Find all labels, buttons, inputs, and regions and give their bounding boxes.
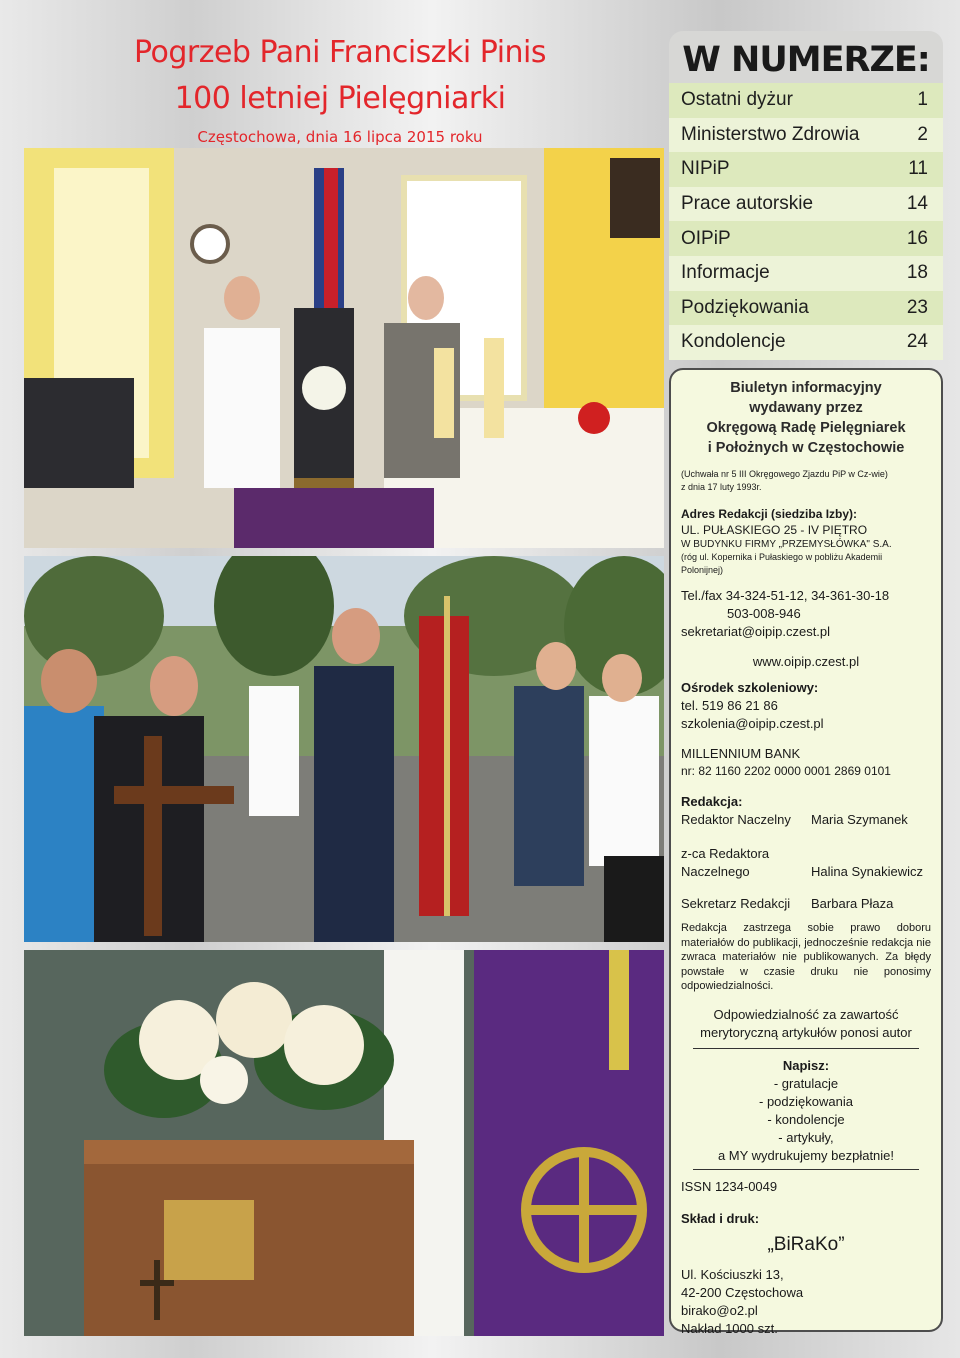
toc-item-label: NIPiP: [681, 158, 730, 180]
bank-account: nr: 82 1160 2202 0000 0001 2869 0101: [681, 764, 891, 778]
toc-item-label: Ministerstwo Zdrowia: [681, 123, 860, 145]
procession-photo-illustration: [24, 556, 664, 942]
toc-item[interactable]: [669, 83, 943, 118]
write-item: - kondolencje: [767, 1111, 845, 1127]
print-label: Skład i druk:: [681, 1210, 760, 1226]
toc-item-page: 1: [917, 89, 928, 111]
email-link[interactable]: sekretariat@oipip.czest.pl: [681, 624, 831, 639]
article-subtitle: Częstochowa, dnia 16 lipca 2015 roku: [197, 128, 483, 146]
write-footer: a MY wydrukujemy bezpłatnie!: [717, 1147, 895, 1163]
address-label: Adres Redakcji (siedziba Izby):: [681, 507, 858, 521]
editor-row: [681, 895, 931, 913]
toc-item-label: Prace autorskie: [681, 193, 814, 215]
editor-row: [681, 811, 931, 829]
resolution-line-1: (Uchwała nr 5 III Okręgowego Zjazdu PiP w Cz-wie): [681, 469, 888, 479]
photo-cemetery-procession: [24, 556, 664, 942]
bulletin-heading-2: wydawany przez: [749, 400, 863, 416]
toc-item-page: 23: [906, 296, 928, 318]
toc-item-label: Kondolencje: [681, 331, 786, 353]
training-center-label: Ośrodek szkoleniowy:: [681, 680, 819, 695]
toc-item-label: OIPiP: [681, 227, 731, 249]
toc-item-label: Podziękowania: [681, 296, 809, 318]
article-title-line-2: 100 letniej Pielęgniarki: [174, 81, 506, 116]
address-line-2: W BUDYNKU FIRMY „PRZEMYSŁÓWKA" S.A.: [681, 539, 892, 550]
website-link[interactable]: www.oipip.czest.pl: [752, 654, 860, 669]
responsibility-line-2: merytoryczną artykułów ponosi autor: [700, 1024, 912, 1040]
photo-chapel-ceremony: [24, 148, 664, 548]
responsibility-line-1: Odpowiedzialność za zawartość: [713, 1006, 899, 1022]
editor-role: z-ca Redaktora Naczelnego: [681, 846, 770, 879]
mobile-phone: 503-008-946: [727, 606, 801, 621]
toc-item-page: 14: [906, 193, 928, 215]
editor-name: Halina Synakiewicz: [811, 864, 923, 879]
bulletin-heading-4: i Położnych w Częstochowie: [707, 440, 905, 456]
publication-info-panel: [669, 368, 943, 1336]
issn-number: ISSN 1234-0049: [681, 1178, 778, 1194]
toc-item-page: 11: [908, 158, 928, 180]
toc-item-label: Ostatni dyżur: [681, 89, 793, 111]
article-title-block: [22, 30, 658, 146]
table-of-contents: [669, 31, 943, 360]
divider: [693, 1169, 919, 1170]
toc-item[interactable]: [669, 325, 943, 360]
toc-item-label: Informacje: [681, 262, 770, 284]
toc-item-page: 2: [917, 123, 928, 145]
editor-name: Barbara Płaza: [811, 896, 894, 911]
bulletin-heading-1: Biuletyn informacyjny: [730, 380, 882, 396]
toc-item-page: 16: [906, 227, 928, 249]
toc-item[interactable]: [669, 152, 943, 187]
write-item: - podziękowania: [759, 1093, 853, 1109]
toc-item[interactable]: [669, 256, 943, 291]
editorial-label: Redakcja:: [681, 794, 743, 809]
editor-role: Sekretarz Redakcji: [681, 896, 791, 911]
toc-item-page: 24: [906, 331, 928, 353]
urn-photo-illustration: [24, 950, 664, 1336]
disclaimer-text: Redakcja zastrzega sobie prawo doboru materiałów do publikacji, jednocześnie redakcja nie zwraca materiałów nie publikowanych. Za błędy powstałe w czasie druku nie ponosimy odpowiedzialności.: [681, 922, 931, 992]
printer-address-1: Ul. Kościuszki 13,: [681, 1266, 784, 1282]
address-note-1: (róg ul. Kopernika i Pułaskiego w pobliżu Akademii: [681, 552, 883, 562]
address-note-2: Polonijnej): [681, 565, 724, 575]
bulletin-heading-3: Okręgową Radę Pielęgniarek: [706, 420, 906, 436]
training-phone: tel. 519 86 21 86: [681, 698, 778, 713]
toc-item-page: 18: [906, 262, 928, 284]
chapel-photo-illustration: [24, 148, 664, 548]
address-line-1: UL. PUŁASKIEGO 25 - IV PIĘTRO: [681, 523, 868, 537]
write-to-us-label: Napisz:: [782, 1057, 830, 1073]
write-item: - artykuły,: [778, 1129, 834, 1145]
printer-address-2: 42-200 Częstochowa: [681, 1284, 804, 1300]
toc-heading: W NUMERZE:: [669, 31, 943, 83]
toc-item[interactable]: [669, 221, 943, 256]
resolution-line-2: z dnia 17 luty 1993r.: [681, 482, 762, 492]
photo-urn-with-roses: [24, 950, 664, 1336]
write-item: - gratulacje: [773, 1075, 839, 1091]
training-email-link[interactable]: szkolenia@oipip.czest.pl: [681, 716, 824, 731]
bank-name: MILLENNIUM BANK: [681, 746, 801, 761]
divider: [693, 1048, 919, 1049]
toc-item[interactable]: [669, 118, 943, 153]
editor-name: Maria Szymanek: [811, 812, 908, 827]
toc-item[interactable]: [669, 291, 943, 326]
printer-email-link[interactable]: birako@o2.pl: [681, 1302, 758, 1318]
editor-row: [681, 845, 931, 881]
article-title-line-1: Pogrzeb Pani Franciszki Pinis: [133, 35, 547, 70]
phone-line: Tel./fax 34-324-51-12, 34-361-30-18: [681, 588, 890, 603]
toc-item[interactable]: [669, 187, 943, 222]
editor-role: Redaktor Naczelny: [681, 812, 791, 827]
circulation: Nakład 1000 szt.: [681, 1320, 778, 1336]
printer-name: „BiRaKo”: [767, 1233, 845, 1255]
